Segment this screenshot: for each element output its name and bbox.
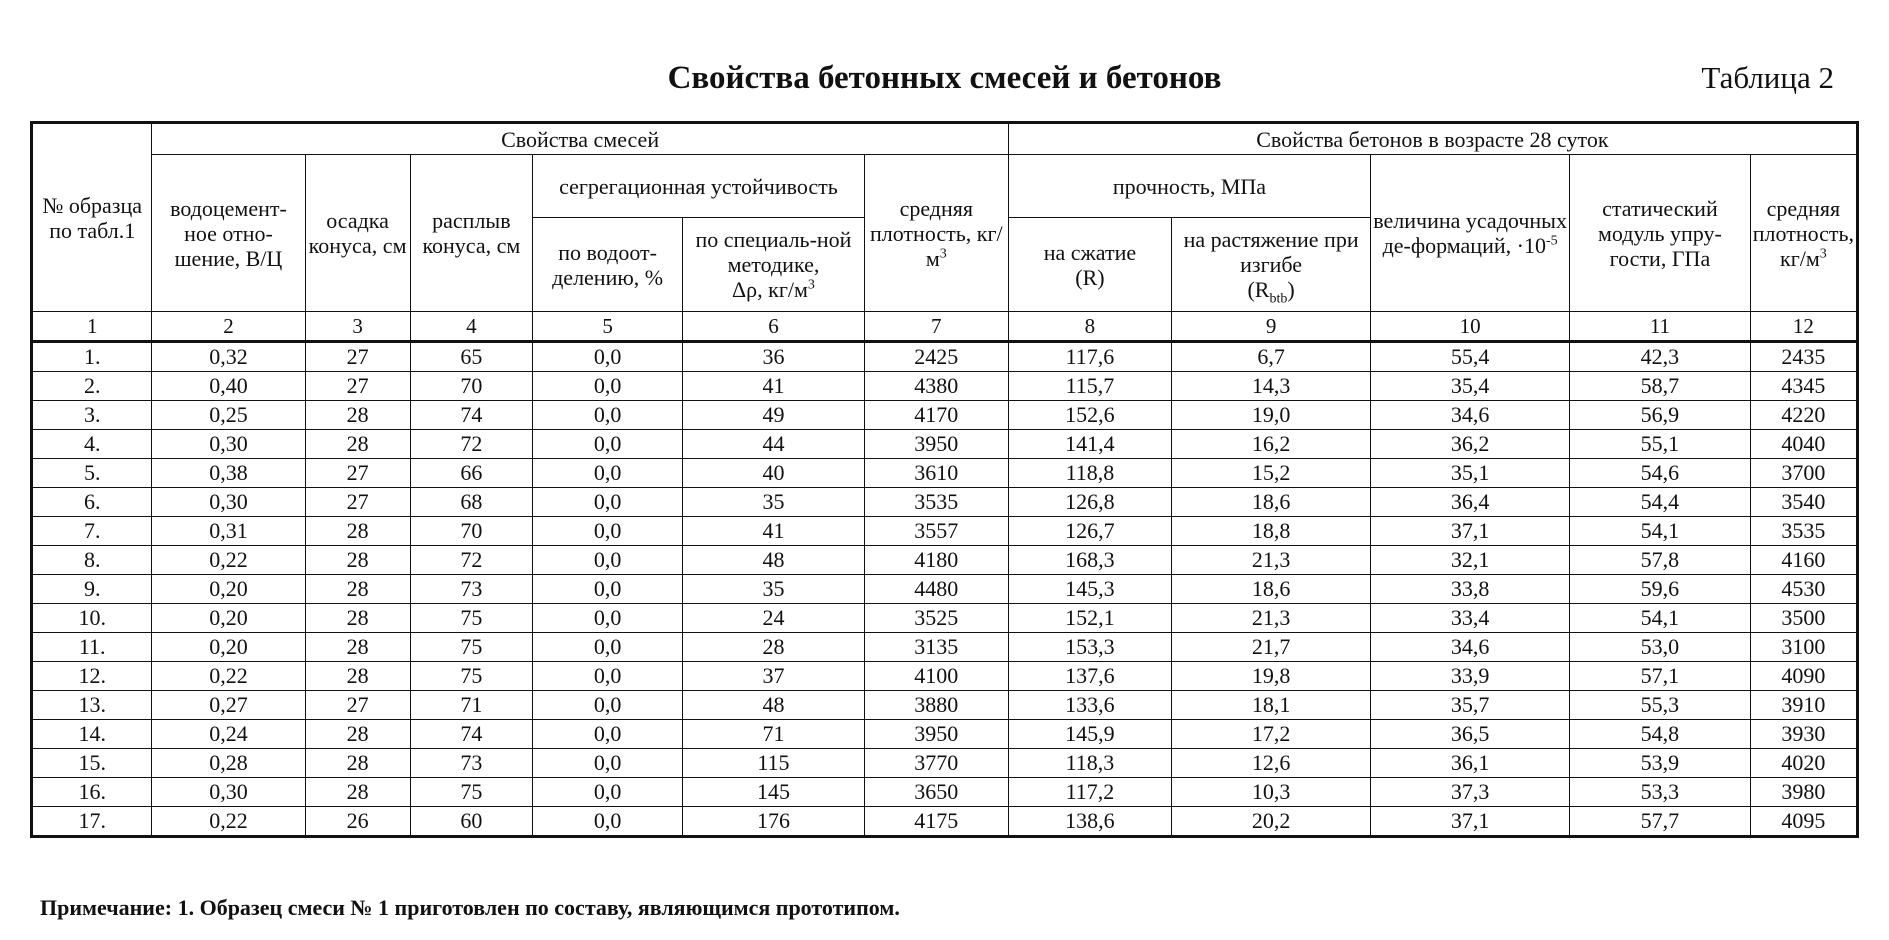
table-cell: 10,3	[1172, 778, 1371, 807]
table-cell: 33,4	[1371, 604, 1570, 633]
header-shrinkage: величина усадочных де-формаций, $\cdot 10^{-5}$	[1371, 155, 1570, 312]
table-cell: 37	[683, 662, 865, 691]
table-cell: 0,20	[152, 633, 305, 662]
table-cell: 32,1	[1371, 546, 1570, 575]
table-cell: 33,8	[1371, 575, 1570, 604]
table-cell: 7.	[32, 517, 152, 546]
table-cell: 19,0	[1172, 401, 1371, 430]
table-cell: 57,1	[1570, 662, 1751, 691]
table-cell: 35,7	[1371, 691, 1570, 720]
table-cell: 153,3	[1008, 633, 1171, 662]
table-cell: 15,2	[1172, 459, 1371, 488]
column-number: 4	[410, 312, 532, 342]
table-cell: 3880	[864, 691, 1008, 720]
table-cell: 27	[305, 372, 410, 401]
table-cell: 18,6	[1172, 575, 1371, 604]
header-concrete-density: средняя плотность, $кг/м^3$	[1750, 155, 1857, 312]
header-group-concrete: Свойства бетонов в возрасте 28 суток	[1008, 123, 1857, 155]
column-number: 1	[32, 312, 152, 342]
table-cell: 0,20	[152, 575, 305, 604]
table-cell: 3500	[1750, 604, 1857, 633]
table-cell: 18,6	[1172, 488, 1371, 517]
table-cell: 28	[305, 575, 410, 604]
table-cell: 28	[305, 778, 410, 807]
table-cell: 0,0	[533, 662, 683, 691]
table-cell: 0,0	[533, 720, 683, 749]
table-cell: 0,0	[533, 488, 683, 517]
table-cell: 0,27	[152, 691, 305, 720]
table-cell: 66	[410, 459, 532, 488]
table-row	[32, 342, 1858, 372]
table-cell: 35	[683, 488, 865, 517]
table-cell: 36	[683, 342, 865, 372]
header-slump: осадка конуса, см	[305, 155, 410, 312]
table-cell: 117,2	[1008, 778, 1171, 807]
table-cell: 117,6	[1008, 342, 1171, 372]
table-cell: 115,7	[1008, 372, 1171, 401]
table-cell: 0,0	[533, 691, 683, 720]
table-cell: 0,25	[152, 401, 305, 430]
table-cell: 12.	[32, 662, 152, 691]
table-row	[32, 749, 1858, 778]
column-number: 5	[533, 312, 683, 342]
table-cell: 0,0	[533, 749, 683, 778]
table-row	[32, 459, 1858, 488]
header-sample-number: № образца по табл.1	[32, 123, 152, 312]
table-cell: 3770	[864, 749, 1008, 778]
column-number: 3	[305, 312, 410, 342]
header-spread: расплыв конуса, см	[410, 155, 532, 312]
table-cell: 141,4	[1008, 430, 1171, 459]
table-cell: 6.	[32, 488, 152, 517]
column-number: 12	[1750, 312, 1857, 342]
table-cell: 0,31	[152, 517, 305, 546]
table-cell: 3540	[1750, 488, 1857, 517]
table-cell: 18,8	[1172, 517, 1371, 546]
table-cell: 74	[410, 720, 532, 749]
table-cell: 17,2	[1172, 720, 1371, 749]
table-cell: 4020	[1750, 749, 1857, 778]
table-cell: 34,6	[1371, 401, 1570, 430]
table-row	[32, 720, 1858, 749]
table-cell: 0,0	[533, 430, 683, 459]
header-group-mixes: Свойства смесей	[152, 123, 1008, 155]
table-cell: 75	[410, 662, 532, 691]
table-cell: 4160	[1750, 546, 1857, 575]
table-cell: 0,32	[152, 342, 305, 372]
table-row	[32, 778, 1858, 807]
table-cell: 3930	[1750, 720, 1857, 749]
table-cell: 5.	[32, 459, 152, 488]
table-cell: 28	[305, 604, 410, 633]
header-wc-ratio: водоцемент-ное отно-шение, В/Ц	[152, 155, 305, 312]
table-cell: 28	[305, 401, 410, 430]
table-cell: 75	[410, 604, 532, 633]
table-cell: 2425	[864, 342, 1008, 372]
table-cell: 54,8	[1570, 720, 1751, 749]
table-cell: 54,4	[1570, 488, 1751, 517]
table-cell: 36,1	[1371, 749, 1570, 778]
table-cell: 26	[305, 807, 410, 837]
table-cell: 18,1	[1172, 691, 1371, 720]
column-number: 6	[683, 312, 865, 342]
table-row	[32, 430, 1858, 459]
column-number: 11	[1570, 312, 1751, 342]
table-cell: 53,9	[1570, 749, 1751, 778]
table-row	[32, 546, 1858, 575]
table-cell: 145	[683, 778, 865, 807]
table-cell: 4040	[1750, 430, 1857, 459]
table-cell: 4180	[864, 546, 1008, 575]
table-cell: 0,0	[533, 401, 683, 430]
table-cell: 0,0	[533, 342, 683, 372]
table-cell: 28	[305, 749, 410, 778]
table-cell: 28	[305, 662, 410, 691]
table-cell: 55,4	[1371, 342, 1570, 372]
table-body	[32, 342, 1858, 837]
table-cell: 3650	[864, 778, 1008, 807]
table-cell: 4380	[864, 372, 1008, 401]
table-cell: 3525	[864, 604, 1008, 633]
table-cell: 118,3	[1008, 749, 1171, 778]
table-cell: 12,6	[1172, 749, 1371, 778]
table-cell: 35	[683, 575, 865, 604]
table-cell: 14,3	[1172, 372, 1371, 401]
table-cell: 0,22	[152, 662, 305, 691]
table-cell: 53,3	[1570, 778, 1751, 807]
table-cell: 60	[410, 807, 532, 837]
table-cell: 4095	[1750, 807, 1857, 837]
table-cell: 3135	[864, 633, 1008, 662]
table-cell: 0,30	[152, 488, 305, 517]
table-cell: 57,8	[1570, 546, 1751, 575]
table-cell: 28	[683, 633, 865, 662]
table-cell: 55,1	[1570, 430, 1751, 459]
table-cell: 3.	[32, 401, 152, 430]
table-cell: 15.	[32, 749, 152, 778]
table-cell: 0,40	[152, 372, 305, 401]
table-cell: 126,8	[1008, 488, 1171, 517]
table-cell: 28	[305, 633, 410, 662]
table-cell: 0,0	[533, 459, 683, 488]
table-cell: 71	[683, 720, 865, 749]
table-cell: 73	[410, 575, 532, 604]
table-cell: 70	[410, 372, 532, 401]
table-row	[32, 575, 1858, 604]
footnote: Примечание: 1. Образец смеси № 1 приготовлен по составу, являющимся прототипом.	[40, 895, 900, 920]
table-cell: 0,28	[152, 749, 305, 778]
table-cell: 57,7	[1570, 807, 1751, 837]
table-cell: 17.	[32, 807, 152, 837]
column-number: 9	[1172, 312, 1371, 342]
table-cell: 37,1	[1371, 807, 1570, 837]
table-cell: 34,6	[1371, 633, 1570, 662]
table-cell: 70	[410, 517, 532, 546]
table-cell: 58,7	[1570, 372, 1751, 401]
table-cell: 36,4	[1371, 488, 1570, 517]
table-row	[32, 691, 1858, 720]
table-cell: 0,0	[533, 604, 683, 633]
table-cell: 1.	[32, 342, 152, 372]
table-cell: 48	[683, 691, 865, 720]
table-cell: 21,3	[1172, 604, 1371, 633]
table-cell: 10.	[32, 604, 152, 633]
header-modulus: статический модуль упру-гости, ГПа	[1570, 155, 1751, 312]
table-cell: 68	[410, 488, 532, 517]
table-cell: 55,3	[1570, 691, 1751, 720]
table-cell: 0,22	[152, 546, 305, 575]
table-cell: 6,7	[1172, 342, 1371, 372]
table-cell: 75	[410, 778, 532, 807]
table-cell: 152,1	[1008, 604, 1171, 633]
table-cell: 13.	[32, 691, 152, 720]
table-cell: 37,1	[1371, 517, 1570, 546]
column-number: 7	[864, 312, 1008, 342]
table-cell: 0,38	[152, 459, 305, 488]
table-cell: 49	[683, 401, 865, 430]
table-cell: 4480	[864, 575, 1008, 604]
table-cell: 44	[683, 430, 865, 459]
table-cell: 126,7	[1008, 517, 1171, 546]
column-number-row	[32, 312, 1858, 342]
table-cell: 40	[683, 459, 865, 488]
table-cell: 3610	[864, 459, 1008, 488]
table-cell: 73	[410, 749, 532, 778]
table-cell: 65	[410, 342, 532, 372]
table-row	[32, 604, 1858, 633]
header-strength: прочность, МПа	[1008, 155, 1370, 218]
table-cell: 137,6	[1008, 662, 1171, 691]
table-cell: 0,30	[152, 430, 305, 459]
column-number: 10	[1371, 312, 1570, 342]
table-cell: 0,0	[533, 372, 683, 401]
table-cell: 4530	[1750, 575, 1857, 604]
table-cell: 133,6	[1008, 691, 1171, 720]
header-seg-water: по водоот-делению, %	[533, 218, 683, 312]
table-cell: 3700	[1750, 459, 1857, 488]
table-cell: 0,22	[152, 807, 305, 837]
table-cell: 28	[305, 720, 410, 749]
table-cell: 3557	[864, 517, 1008, 546]
table-cell: 28	[305, 517, 410, 546]
table-cell: 11.	[32, 633, 152, 662]
table-cell: 59,6	[1570, 575, 1751, 604]
table-cell: 3100	[1750, 633, 1857, 662]
table-cell: 0,0	[533, 778, 683, 807]
table-cell: 3950	[864, 430, 1008, 459]
table-cell: 0,0	[533, 517, 683, 546]
header-compression: на сжатие (R)	[1008, 218, 1171, 312]
header-seg-special: по специаль-ной методике, Δρ, $кг/м^3$	[683, 218, 865, 312]
table-cell: 27	[305, 488, 410, 517]
table-cell: 145,3	[1008, 575, 1171, 604]
table-cell: 4.	[32, 430, 152, 459]
table-cell: 21,3	[1172, 546, 1371, 575]
header-segregation: сегрегационная устойчивость	[533, 155, 865, 218]
table-cell: 48	[683, 546, 865, 575]
table-row	[32, 807, 1858, 837]
table-cell: 2.	[32, 372, 152, 401]
header-mix-density: средняя плотность, $кг/м^3$	[864, 155, 1008, 312]
table-cell: 36,2	[1371, 430, 1570, 459]
table-cell: 0,20	[152, 604, 305, 633]
table-row	[32, 372, 1858, 401]
table-cell: 53,0	[1570, 633, 1751, 662]
table-row	[32, 401, 1858, 430]
table-cell: 115	[683, 749, 865, 778]
table-cell: 41	[683, 517, 865, 546]
table-cell: 176	[683, 807, 865, 837]
table-cell: 24	[683, 604, 865, 633]
table-row	[32, 662, 1858, 691]
table-cell: 35,4	[1371, 372, 1570, 401]
table-cell: 3980	[1750, 778, 1857, 807]
page-title: Свойства бетонных смесей и бетонов	[667, 60, 1222, 96]
table-cell: 33,9	[1371, 662, 1570, 691]
table-cell: 54,1	[1570, 517, 1751, 546]
table-cell: 75	[410, 633, 532, 662]
table-row	[32, 517, 1858, 546]
table-cell: 54,6	[1570, 459, 1751, 488]
table-cell: 36,5	[1371, 720, 1570, 749]
table-cell: 3535	[1750, 517, 1857, 546]
table-cell: 54,1	[1570, 604, 1751, 633]
table-cell: 41	[683, 372, 865, 401]
table-cell: 0,0	[533, 633, 683, 662]
table-cell: 8.	[32, 546, 152, 575]
table-label: Таблица 2	[1701, 60, 1834, 95]
table-cell: 145,9	[1008, 720, 1171, 749]
table-cell: 152,6	[1008, 401, 1171, 430]
properties-table	[30, 121, 1859, 838]
table-cell: 2435	[1750, 342, 1857, 372]
table-cell: 4220	[1750, 401, 1857, 430]
table-cell: 71	[410, 691, 532, 720]
table-cell: 72	[410, 430, 532, 459]
table-cell: 4090	[1750, 662, 1857, 691]
table-cell: 27	[305, 342, 410, 372]
table-cell: 28	[305, 430, 410, 459]
table-cell: 72	[410, 546, 532, 575]
table-cell: 168,3	[1008, 546, 1171, 575]
table-cell: 74	[410, 401, 532, 430]
table-cell: 3950	[864, 720, 1008, 749]
table-row	[32, 488, 1858, 517]
table-cell: 3910	[1750, 691, 1857, 720]
table-cell: 0,24	[152, 720, 305, 749]
table-cell: 4100	[864, 662, 1008, 691]
table-cell: 4170	[864, 401, 1008, 430]
column-number: 2	[152, 312, 305, 342]
table-cell: 4345	[1750, 372, 1857, 401]
table-cell: 27	[305, 459, 410, 488]
table-cell: 21,7	[1172, 633, 1371, 662]
table-cell: 42,3	[1570, 342, 1751, 372]
table-cell: 27	[305, 691, 410, 720]
table-cell: 9.	[32, 575, 152, 604]
table-cell: 0,30	[152, 778, 305, 807]
table-cell: 19,8	[1172, 662, 1371, 691]
header-tension-bending: на растяжение при изгибе $(R_{btb})$	[1172, 218, 1371, 312]
table-cell: 35,1	[1371, 459, 1570, 488]
table-row	[32, 633, 1858, 662]
table-cell: 4175	[864, 807, 1008, 837]
column-number: 8	[1008, 312, 1171, 342]
table-cell: 0,0	[533, 575, 683, 604]
table-cell: 16,2	[1172, 430, 1371, 459]
table-cell: 3535	[864, 488, 1008, 517]
table-cell: 138,6	[1008, 807, 1171, 837]
table-cell: 56,9	[1570, 401, 1751, 430]
table-cell: 20,2	[1172, 807, 1371, 837]
table-cell: 16.	[32, 778, 152, 807]
table-cell: 0,0	[533, 807, 683, 837]
table-cell: 28	[305, 546, 410, 575]
table-cell: 0,0	[533, 546, 683, 575]
table-cell: 118,8	[1008, 459, 1171, 488]
table-cell: 14.	[32, 720, 152, 749]
table-cell: 37,3	[1371, 778, 1570, 807]
